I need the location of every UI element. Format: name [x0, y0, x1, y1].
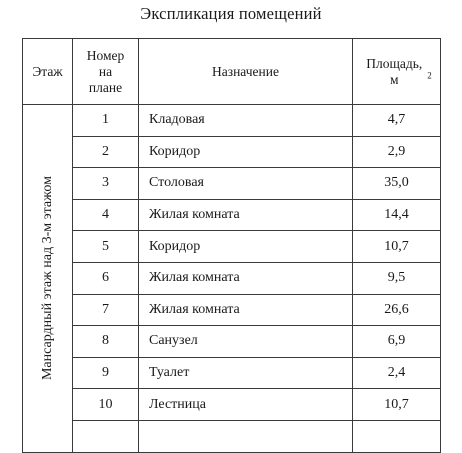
document-title: Экспликация помещений [140, 4, 322, 23]
room-area: 6,9 [353, 326, 441, 358]
header-area-text: Площадь, м [366, 55, 423, 87]
room-number: 7 [73, 294, 139, 326]
room-area: 10,7 [353, 389, 441, 421]
room-area: 35,0 [353, 168, 441, 200]
table-row [23, 105, 441, 137]
floor-cell [23, 105, 73, 453]
room-purpose: Санузел [139, 326, 353, 358]
table-row [23, 168, 441, 200]
room-purpose: Кладовая [139, 105, 353, 137]
room-number: 6 [73, 262, 139, 294]
room-area: 2,9 [353, 136, 441, 168]
table-row [23, 199, 441, 231]
room-purpose: Коридор [139, 231, 353, 263]
room-purpose: Лестница [139, 389, 353, 421]
room-purpose: Столовая [139, 168, 353, 200]
header-area [353, 39, 441, 105]
room-purpose: Жилая комната [139, 294, 353, 326]
room-number: 4 [73, 199, 139, 231]
room-purpose: Туалет [139, 357, 353, 389]
room-purpose [139, 420, 353, 452]
room-area: 10,7 [353, 231, 441, 263]
room-number: 2 [73, 136, 139, 168]
header-number [73, 39, 139, 105]
room-number: 8 [73, 326, 139, 358]
room-area [353, 420, 441, 452]
room-number: 1 [73, 105, 139, 137]
table-row [23, 326, 441, 358]
room-number: 5 [73, 231, 139, 263]
room-area: 9,5 [353, 262, 441, 294]
floor-label: Мансардный этаж над 3-м этажом [39, 176, 55, 381]
room-number: 10 [73, 389, 139, 421]
table-row [23, 357, 441, 389]
header-area-unit-sup: 2 [427, 70, 432, 80]
table-row-cut-off [23, 420, 441, 452]
room-area: 2,4 [353, 357, 441, 389]
rooms-explication-table [22, 38, 441, 453]
room-number [73, 420, 139, 452]
table-row [23, 294, 441, 326]
room-number: 3 [73, 168, 139, 200]
room-area: 4,7 [353, 105, 441, 137]
room-number: 9 [73, 357, 139, 389]
header-number-text: Номер на плане [86, 47, 125, 95]
room-purpose: Коридор [139, 136, 353, 168]
table-row [23, 231, 441, 263]
table-row [23, 262, 441, 294]
room-purpose: Жилая комната [139, 199, 353, 231]
table-row [23, 136, 441, 168]
room-area: 14,4 [353, 199, 441, 231]
room-purpose: Жилая комната [139, 262, 353, 294]
table-row [23, 389, 441, 421]
header-purpose: Назначение [139, 39, 353, 105]
room-area: 26,6 [353, 294, 441, 326]
table-header-row [23, 39, 441, 105]
header-floor: Этаж [23, 39, 73, 105]
